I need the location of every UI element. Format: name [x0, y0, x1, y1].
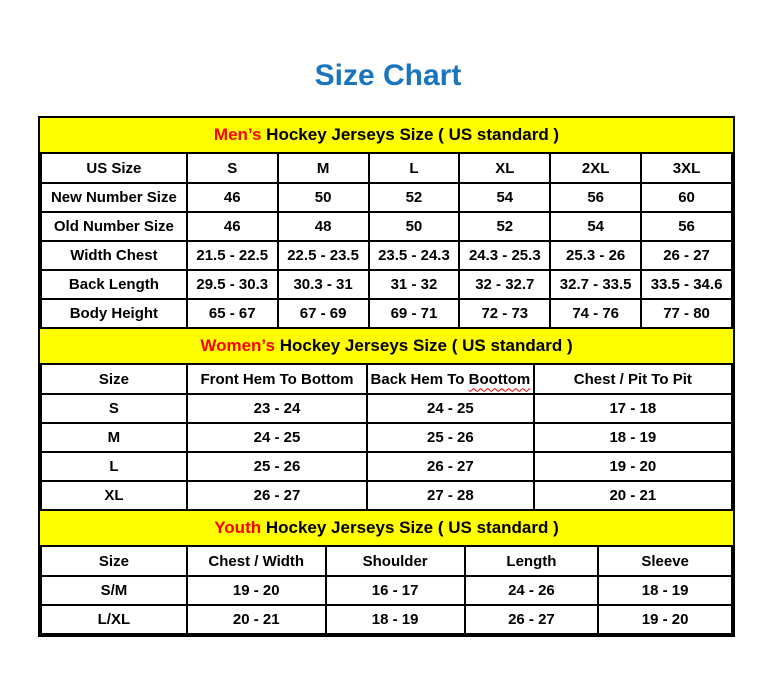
row-label: L — [41, 452, 187, 481]
cell: 24.3 - 25.3 — [459, 241, 550, 270]
cell: 20 - 21 — [187, 605, 326, 634]
cell: 23 - 24 — [187, 394, 367, 423]
cell: 18 - 19 — [326, 605, 465, 634]
cell: 46 — [187, 183, 278, 212]
section-header-highlight: Women’s — [200, 336, 275, 355]
column-header: XL — [459, 153, 550, 183]
column-header: Back Hem To Boottom — [367, 364, 534, 394]
column-header-row — [41, 364, 732, 394]
cell: 72 - 73 — [459, 299, 550, 328]
cell: 30.3 - 31 — [278, 270, 369, 299]
column-header: Front Hem To Bottom — [187, 364, 367, 394]
row-label: Back Length — [41, 270, 187, 299]
column-header: L — [369, 153, 460, 183]
section-mens — [40, 118, 733, 329]
section-header-text: Hockey Jerseys Size ( US standard ) — [261, 125, 560, 144]
cell: 48 — [278, 212, 369, 241]
cell: 29.5 - 30.3 — [187, 270, 278, 299]
cell: 26 - 27 — [187, 481, 367, 510]
row-label: M — [41, 423, 187, 452]
cell: 26 - 27 — [367, 452, 534, 481]
womens-size-table — [40, 363, 733, 511]
cell: 74 - 76 — [550, 299, 641, 328]
cell: 23.5 - 24.3 — [369, 241, 460, 270]
cell: 24 - 26 — [465, 576, 599, 605]
table-row — [41, 212, 732, 241]
row-label: XL — [41, 481, 187, 510]
column-header-row — [41, 546, 732, 576]
row-label: S/M — [41, 576, 187, 605]
cell: 26 - 27 — [465, 605, 599, 634]
mens-section-header — [40, 118, 733, 152]
cell: 25 - 26 — [367, 423, 534, 452]
table-row — [41, 576, 732, 605]
table-row — [41, 605, 732, 634]
cell: 46 — [187, 212, 278, 241]
table-row — [41, 270, 732, 299]
column-header: M — [278, 153, 369, 183]
column-header: Length — [465, 546, 599, 576]
section-womens — [40, 329, 733, 511]
cell: 19 - 20 — [598, 605, 732, 634]
column-header: 2XL — [550, 153, 641, 183]
cell: 26 - 27 — [641, 241, 732, 270]
cell: 50 — [369, 212, 460, 241]
mens-size-table — [40, 152, 733, 329]
cell: 67 - 69 — [278, 299, 369, 328]
cell: 21.5 - 22.5 — [187, 241, 278, 270]
cell: 20 - 21 — [534, 481, 732, 510]
section-header-highlight: Youth — [214, 518, 262, 537]
cell: 19 - 20 — [534, 452, 732, 481]
cell: 33.5 - 34.6 — [641, 270, 732, 299]
row-label: Width Chest — [41, 241, 187, 270]
cell: 56 — [550, 183, 641, 212]
column-header: 3XL — [641, 153, 732, 183]
table-row — [41, 241, 732, 270]
cell: 54 — [459, 183, 550, 212]
section-header-highlight: Men’s — [213, 125, 262, 144]
cell: 50 — [278, 183, 369, 212]
cell: 54 — [550, 212, 641, 241]
cell: 18 - 19 — [534, 423, 732, 452]
misspelled-word: Boottom — [468, 370, 531, 388]
cell: 25 - 26 — [187, 452, 367, 481]
cell: 32 - 32.7 — [459, 270, 550, 299]
table-row — [41, 183, 732, 212]
cell: 77 - 80 — [641, 299, 732, 328]
table-row — [41, 481, 732, 510]
column-header: Shoulder — [326, 546, 465, 576]
column-header: S — [187, 153, 278, 183]
cell: 17 - 18 — [534, 394, 732, 423]
column-header-row — [41, 153, 732, 183]
row-label: New Number Size — [41, 183, 187, 212]
cell: 27 - 28 — [367, 481, 534, 510]
youth-size-table — [40, 545, 733, 635]
cell: 56 — [641, 212, 732, 241]
column-header: US Size — [41, 153, 187, 183]
cell: 25.3 - 26 — [550, 241, 641, 270]
cell: 65 - 67 — [187, 299, 278, 328]
table-row — [41, 394, 732, 423]
cell: 22.5 - 23.5 — [278, 241, 369, 270]
cell: 60 — [641, 183, 732, 212]
cell: 24 - 25 — [367, 394, 534, 423]
page-title: Size Chart — [314, 59, 462, 92]
womens-section-header — [40, 329, 733, 363]
cell: 16 - 17 — [326, 576, 465, 605]
column-header: Size — [41, 546, 187, 576]
cell: 52 — [459, 212, 550, 241]
row-label: L/XL — [41, 605, 187, 634]
cell: 18 - 19 — [598, 576, 732, 605]
column-header: Sleeve — [598, 546, 732, 576]
section-header-text: Hockey Jerseys Size ( US standard ) — [261, 518, 559, 537]
cell: 32.7 - 33.5 — [550, 270, 641, 299]
cell: 69 - 71 — [369, 299, 460, 328]
column-header: Size — [41, 364, 187, 394]
cell: 19 - 20 — [187, 576, 326, 605]
row-label: Body Height — [41, 299, 187, 328]
column-header: Chest / Pit To Pit — [534, 364, 732, 394]
section-header-text: Hockey Jerseys Size ( US standard ) — [274, 336, 573, 355]
section-youth — [40, 511, 733, 635]
size-chart-table — [38, 116, 735, 637]
row-label: S — [41, 394, 187, 423]
column-header: Chest / Width — [187, 546, 326, 576]
cell: 31 - 32 — [369, 270, 460, 299]
cell: 24 - 25 — [187, 423, 367, 452]
row-label: Old Number Size — [41, 212, 187, 241]
cell: 52 — [369, 183, 460, 212]
table-row — [41, 299, 732, 328]
youth-section-header — [40, 511, 733, 545]
table-row — [41, 423, 732, 452]
table-row — [41, 452, 732, 481]
